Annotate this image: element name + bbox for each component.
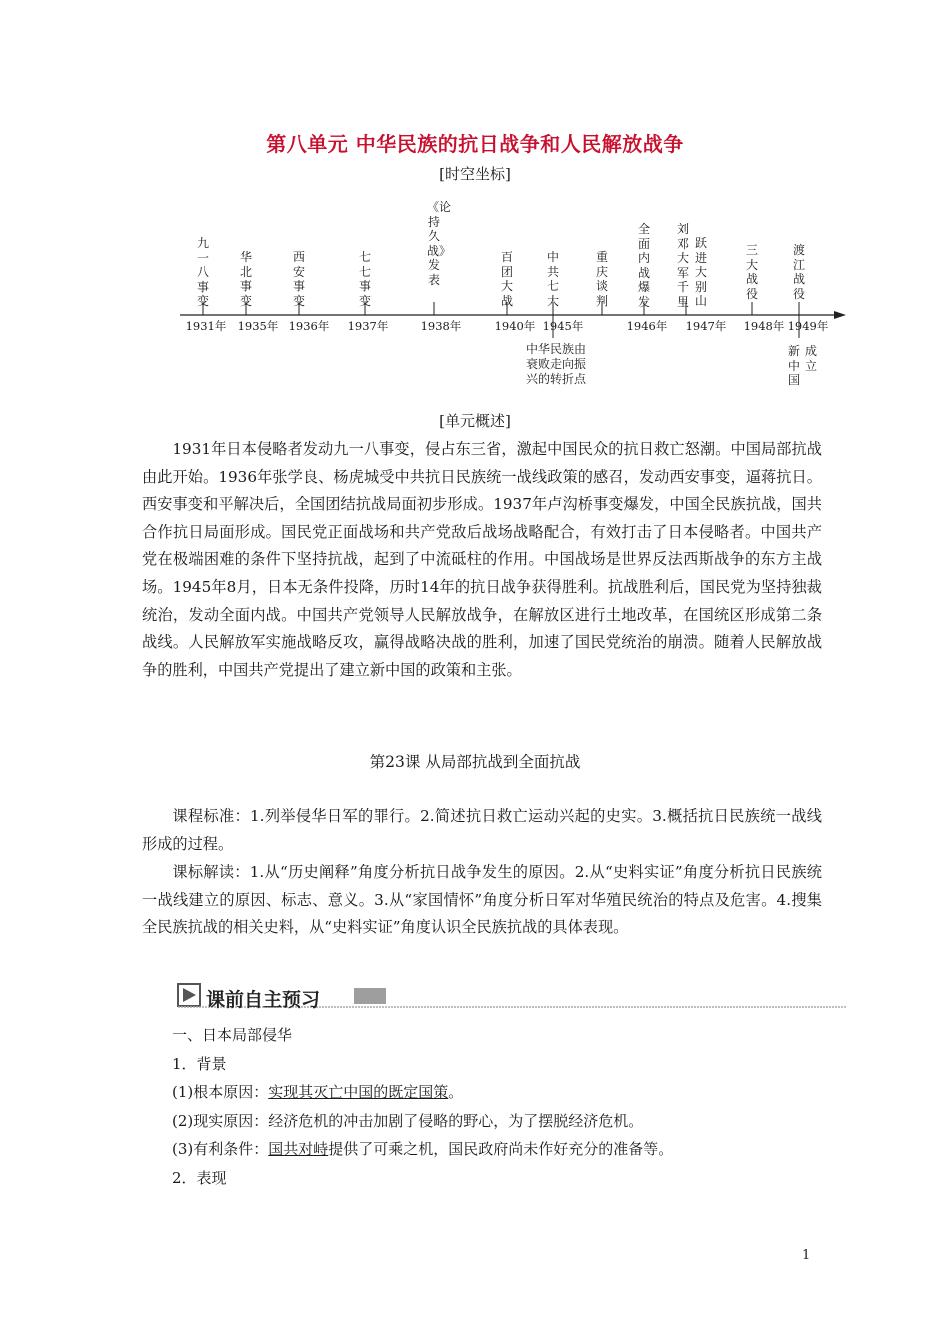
year-label: 1940年	[494, 319, 536, 333]
root-cause-line	[172, 1081, 463, 1102]
event-label: 中共七大	[546, 250, 559, 308]
year-label: 1938年	[420, 319, 462, 333]
answer-text: 实现其灭亡中国的既定国策	[268, 1083, 449, 1101]
founded-label: 成立	[804, 344, 817, 373]
event-label: 百团大战	[500, 250, 513, 308]
real-cause-line: (2)现实原因：经济危机的冲击加剧了侵略的野心，为了摆脱经济危机。	[172, 1112, 644, 1130]
year-label: 1949年	[787, 319, 829, 333]
page-number: 1	[802, 1248, 811, 1263]
lesson-title: 第23课 从局部抗战到全面抗战	[369, 753, 581, 771]
year-label: 1945年	[542, 319, 584, 333]
answer-text: 国共对峙	[268, 1140, 329, 1158]
event-label: 重庆谈判	[595, 250, 608, 308]
banner-title: 课前自主预习	[206, 989, 321, 1011]
item-prefix: (1)根本原因：	[172, 1083, 269, 1101]
interpretation-text: 课标解读：1.从“历史阐释”角度分析抗日战争发生的原因。2.从“史料实证”角度分析抗日民族统一战线建立的原因、标志、意义。3.从“家国情怀”角度分析日军对华殖民统治的特点及危害。4.搜集全民族抗战的相关史料，从“史料实证”角度认识全民族抗战的具体表现。	[142, 863, 822, 937]
unit-title: 第八单元 中华民族的抗日战争和人民解放战争	[266, 132, 684, 156]
year-label: 1937年	[347, 319, 389, 333]
event-label: 刘邓大军千里	[676, 222, 689, 309]
note-line: 兴的转折点	[526, 372, 587, 386]
item-suffix: 。	[448, 1083, 464, 1101]
year-label: 1935年	[237, 319, 279, 333]
item-heading: 1．背景	[172, 1055, 227, 1073]
section-heading: 一、日本局部侵华	[172, 1026, 293, 1044]
event-label: 三大战役	[745, 243, 758, 301]
year-label: 1931年	[185, 319, 227, 333]
item-prefix: (3)有利条件：	[172, 1140, 269, 1158]
condition-line	[172, 1138, 673, 1159]
year-label: 1948年	[743, 319, 785, 333]
year-label: 1936年	[288, 319, 330, 333]
overview-text: 1931年日本侵略者发动九一八事变，侵占东三省，激起中国民众的抗日救亡怒潮。中国局部抗战由此开始。1936年张学良、杨虎城受中共抗日民族统一战线政策的感召，发动西安事变，逼蒋抗日。西安事变和平解决后，全国团结抗战局面初步形成。1937年卢沟桥事变爆发，中国全民族抗战，国共合作抗日局面形成。国民党正面战场和共产党敌后战场战略配合，有效打击了日本侵略者。中国共产党在极端困难的条件下坚持抗战，起到了中流砥柱的作用。中国战场是世界反法西斯战争的东方主战场。1945年8月，日本无条件投降，历时14年的抗日战争获得胜利。抗战胜利后，国民党为坚持独裁统治，发动全面内战。中国共产党领导人民解放战争，在解放区进行土地改革，在国统区形成第二条战线。人民解放军实施战略反攻，赢得战略决战的胜利，加速了国民党统治的崩溃。随着人民解放战争的胜利，中国共产党提出了建立新中国的政策和主张。	[142, 440, 822, 679]
event-label: 跃进大别山	[694, 236, 707, 308]
standard-text: 课程标准：1.列举侵华日军的罪行。2.简述抗日救亡运动兴起的史实。3.概括抗日民族统一战线形成的过程。	[142, 807, 822, 853]
note-line: 衰败走向振	[526, 357, 587, 371]
year-label: 1946年	[626, 319, 668, 333]
new-china-label: 新中国	[787, 344, 800, 387]
item-heading: 2．表现	[172, 1169, 227, 1187]
event-label: 七七事变	[358, 250, 371, 308]
event-label: 渡江战役	[792, 243, 805, 301]
event-label: 《论持久战》发表	[427, 200, 452, 287]
event-label: 全面内战爆发	[637, 222, 650, 309]
overview-heading: [单元概述]	[439, 412, 511, 430]
note-line: 中华民族由	[526, 342, 587, 356]
item-suffix: 提供了可乘之机，国民政府尚未作好充分的准备等。	[328, 1140, 674, 1158]
event-label: 西安事变	[292, 250, 305, 308]
timeline-heading: [时空坐标]	[439, 165, 511, 183]
event-label: 九一八事变	[196, 236, 209, 308]
event-label: 华北事变	[239, 250, 252, 308]
year-label: 1947年	[685, 319, 727, 333]
